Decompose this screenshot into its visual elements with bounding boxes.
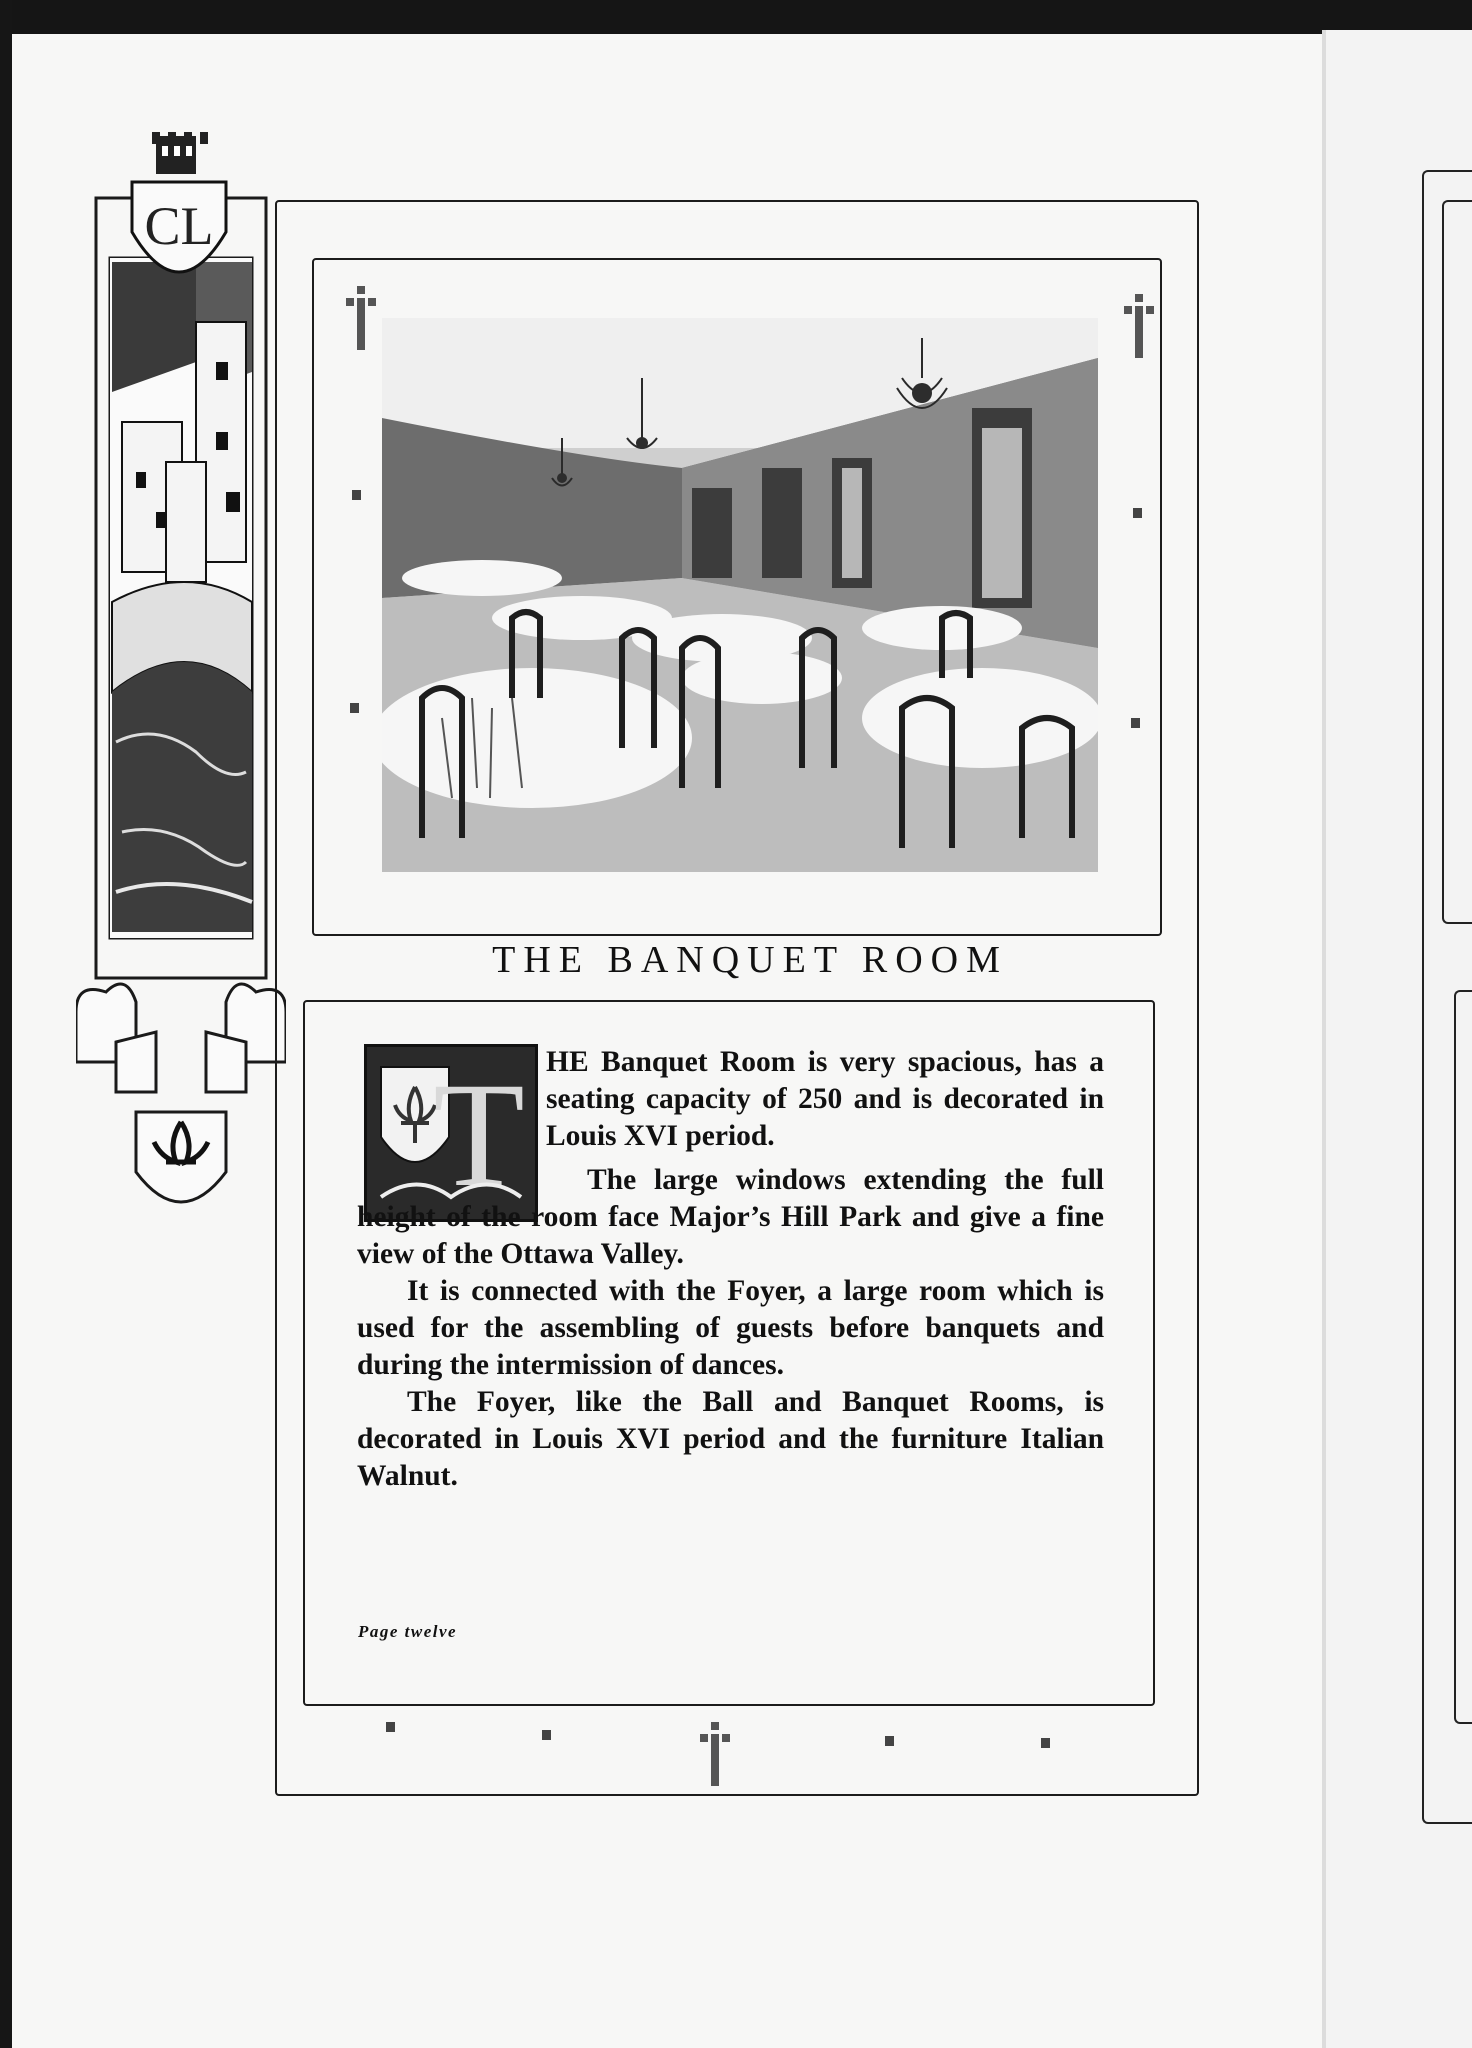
paragraph-4: The Foyer, like the Ball and Banquet Rooms, is decorated in Louis XVI period and the furniture Italian Walnut. (357, 1386, 1104, 1492)
facing-frame-outer (1422, 170, 1472, 1824)
paragraph-3: It is connected with the Foyer, a large room which is used for the assembling of guests before banquets and during the intermission of dances. (357, 1275, 1104, 1381)
cross-ornament-icon (1124, 294, 1154, 358)
scan-edge-left (0, 0, 12, 2048)
cross-ornament-icon (700, 1722, 730, 1786)
ornament-dot (542, 1730, 551, 1740)
ornament-dot (352, 490, 361, 500)
ornament-dot (1041, 1738, 1050, 1748)
ornament-dot (1133, 508, 1142, 518)
ornament-dot (386, 1722, 395, 1732)
castle-illustration (76, 132, 286, 1232)
ornament-dot (350, 703, 359, 713)
page-number: Page twelve (358, 1622, 458, 1641)
svg-text:CL: CL (144, 196, 214, 256)
paragraph-2: The large windows extending the full height of the room face Major’s Hill Park and give a fine view of the Ottawa Valley. (357, 1164, 1104, 1270)
banquet-room-photo (382, 318, 1098, 872)
facing-page (1326, 30, 1472, 2048)
svg-text:T: T (433, 1052, 525, 1218)
paragraph-1: HE Banquet Room is very spacious, has a seating capacity of 250 and is decorated in Louis XVI period. (546, 1046, 1104, 1152)
page-heading: THE BANQUET ROOM (492, 939, 1008, 981)
cross-ornament-icon (346, 286, 376, 350)
ornament-dot (885, 1736, 894, 1746)
scan-edge-top (0, 0, 1472, 34)
ornament-dot (1131, 718, 1140, 728)
